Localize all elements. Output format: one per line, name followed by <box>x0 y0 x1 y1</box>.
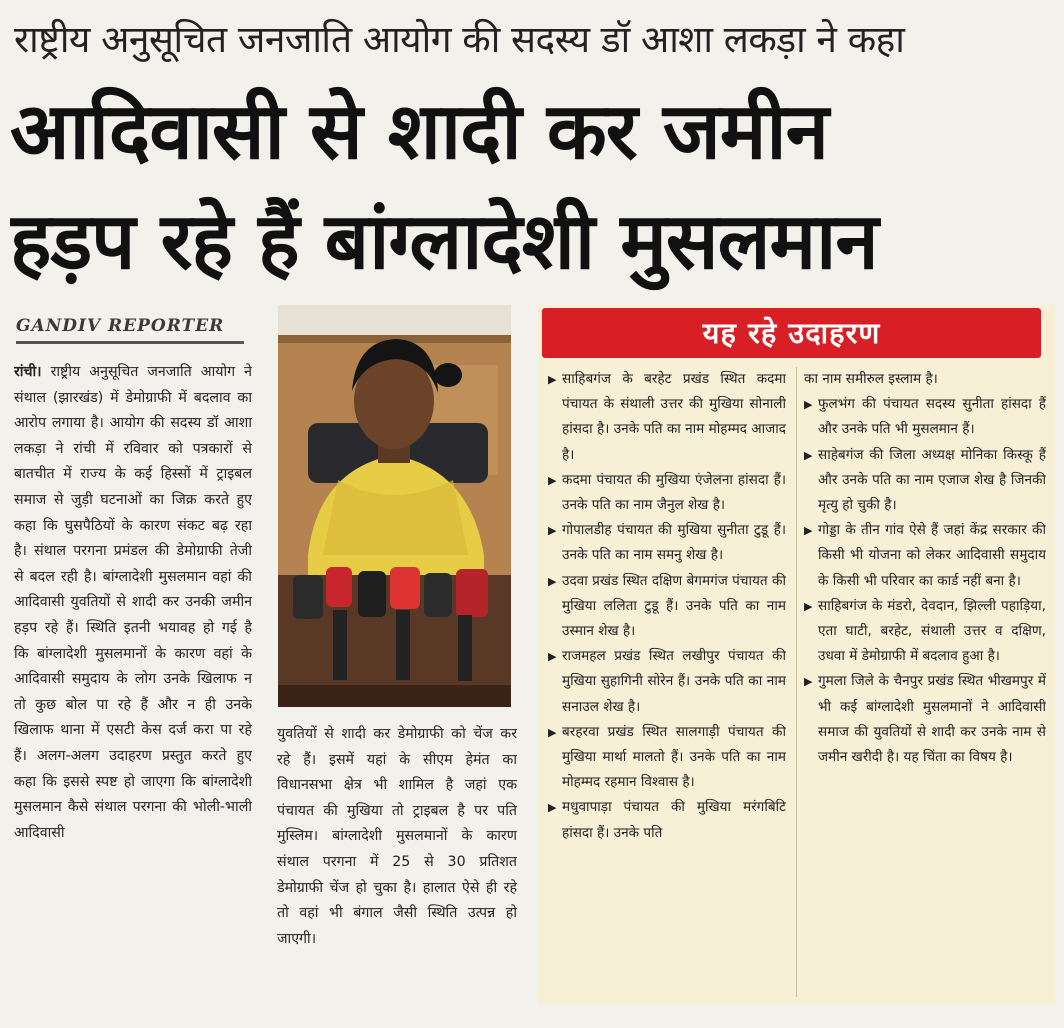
bullet-arrow-icon: ▶ <box>804 398 813 412</box>
bullet-arrow-icon: ▶ <box>548 473 557 487</box>
byline: GANDIV REPORTER <box>16 316 244 344</box>
example-item <box>548 720 786 796</box>
example-text: मधुवापाड़ा पंचायत की मुखिया मरंगबिटि हांसदा हैं। उनके पति <box>562 799 786 841</box>
bullet-arrow-icon: ▶ <box>548 524 557 538</box>
example-item <box>804 443 1046 519</box>
example-item <box>804 669 1046 770</box>
press-conference-illustration <box>278 305 511 707</box>
example-item <box>548 518 786 568</box>
example-item <box>804 392 1046 442</box>
bullet-arrow-icon: ▶ <box>548 574 557 588</box>
example-continuation: का नाम समीरुल इस्लाम है। <box>804 371 938 387</box>
headline-line-1: आदिवासी से शादी कर जमीन <box>10 87 828 177</box>
example-text: गोपालडीह पंचायत की मुखिया सुनीता टुडू हैं। उनके पति का नाम समनु शेख है। <box>562 522 786 564</box>
examples-column-divider <box>796 367 797 997</box>
example-text: साहेबगंज की जिला अध्यक्ष मोनिका किस्कू हैं और उनके पति का नाम एजाज शेख है जिनकी मृत्यु हो चुकी है। <box>818 446 1046 514</box>
example-text: साहिबगंज के बरहेट प्रखंड स्थित कदमा पंचायत के संथाली उत्तर की मुखिया सोनाली हांसदा है। उनके पति का नाम मोहम्मद आजाद है। <box>562 371 786 463</box>
bullet-arrow-icon: ▶ <box>804 448 813 462</box>
bullet-arrow-icon: ▶ <box>804 599 813 613</box>
examples-box <box>538 305 1055 1005</box>
example-item <box>804 518 1046 594</box>
example-text: राजमहल प्रखंड स्थित लखीपुर पंचायत की मुखिया सुहागिनी सोरेन हैं। उनके पति का नाम सनाउल शेख है। <box>562 648 786 715</box>
example-text: फुलभंग की पंचायत सदस्य सुनीता हांसदा हैं और उनके पति भी मुसलमान हैं। <box>818 396 1046 438</box>
example-item <box>548 367 786 468</box>
dateline: रांची। <box>14 364 42 380</box>
examples-right-column <box>804 367 1046 1007</box>
examples-title: यह रहे उदाहरण <box>702 316 881 350</box>
bullet-arrow-icon: ▶ <box>548 725 557 739</box>
example-item <box>548 795 786 845</box>
example-item <box>548 569 786 645</box>
kicker-line: राष्ट्रीय अनुसूचित जनजाति आयोग की सदस्य डॉ आशा लकड़ा ने कहा <box>14 18 905 61</box>
examples-header-banner <box>542 308 1041 358</box>
bullet-arrow-icon: ▶ <box>548 801 557 815</box>
bullet-arrow-icon: ▶ <box>804 524 813 538</box>
example-text: उदवा प्रखंड स्थित दक्षिण बेगमगंज पंचायत की मुखिया ललिता टुडू हैं। उनके पति का नाम उस्मान शेख है। <box>562 572 786 640</box>
example-item <box>548 644 786 720</box>
article-text-1: राष्ट्रीय अनुसूचित जनजाति आयोग ने संथाल (झारखंड) में डेमोग्राफी में बदलाव का आरोप लगाया है। आयोग की सदस्य डॉ आशा लकड़ा ने रांची में रविवार को पत्रकारों से बातचीत में राज्य के कई हिस्सों में ट्राइबल समाज से जुड़ी घटनाओं का जिक्र करते हुए कहा कि घुसपैठियों के कारण संकट बढ़ रहा है। संथाल परगना प्रमंडल की डेमोग्राफी तेजी से बदल रही है। बांग्लादेशी मुसलमान वहां की आदिवासी युवतियों से शादी कर उनकी जमीन हड़प रहे हैं। स्थिति इतनी भयावह हो गई है कि बांग्लादेशी मुसलमानों के कारण वहां के आदिवासी समुदाय के लोग उनके खिलाफ न तो कुछ बोल पा रहे हैं और न ही उनके खिलाफ थाना में एसटी केस दर्ज करा पा रहे हैं। अलग-अलग उदाहरण प्रस्तुत करते हुए कहा कि इससे स्पष्ट हो जाएगा कि बांग्लादेशी मुसलमान कैसे संथाल परगना की भोली-भाली आदिवासी <box>14 364 252 841</box>
example-text: गुमला जिले के चैनपुर प्रखंड स्थित भीखमपुर में भी कई बांग्लादेशी मुसलमानों ने आदिवासी समाज की युवतियों से शादी कर उनके नाम से जमीन खरीदी है। यह चिंता का विषय है। <box>818 673 1046 766</box>
example-text: कदमा पंचायत की मुखिया एंजेलना हांसदा हैं। उनके पति का नाम जैनुल शेख है। <box>562 471 786 514</box>
example-text: बरहरवा प्रखंड स्थित सालगाड़ी पंचायत की मुखिया मार्था मालतो हैं। उनके पति का नाम मोहम्मद रहमान विश्वास है। <box>562 723 786 791</box>
bullet-arrow-icon: ▶ <box>548 373 557 386</box>
examples-left-column <box>548 367 786 1007</box>
example-item <box>804 594 1046 670</box>
example-text: गोड्डा के तीन गांव ऐसे हैं जहां केंद्र सरकार की किसी भी योजना को लेकर आदिवासी समुदाय के किसी भी परिवार का कार्ड नहीं बना है। <box>818 522 1046 589</box>
bullet-arrow-icon: ▶ <box>548 650 557 664</box>
speaker-photo <box>278 305 511 707</box>
article-column-1 <box>14 360 252 1010</box>
bullet-arrow-icon: ▶ <box>804 675 813 689</box>
article-column-2: युवतियों से शादी कर डेमोग्राफी को चेंज कर रहे हैं। इसमें यहां के सीएम हेमंत का विधानसभा क्षेत्र भी शामिल है जहां एक पंचायत की मुखिया तो ट्राइबल है पर पति मुस्लिम। बांग्लादेशी मुसलमानों के कारण संथाल परगना में 25 से 30 प्रतिशत डेमोग्राफी चेंज हो चुका है। हालात ऐसे ही रहे तो वहां भी बंगाल जैसी स्थिति उत्पन्न हो जाएगी। <box>277 726 517 947</box>
example-text: साहिबगंज के मंडरो, देवदान, झिल्ली पहाड़िया, एता घाटी, बरहेट, संथाली उत्तर व दक्षिण, उधवा में डेमोग्राफी में बदलाव हुआ है। <box>818 597 1046 665</box>
example-item <box>548 468 786 518</box>
headline-line-2: हड़प रहे हैं बांग्लादेशी मुसलमान <box>10 197 878 287</box>
